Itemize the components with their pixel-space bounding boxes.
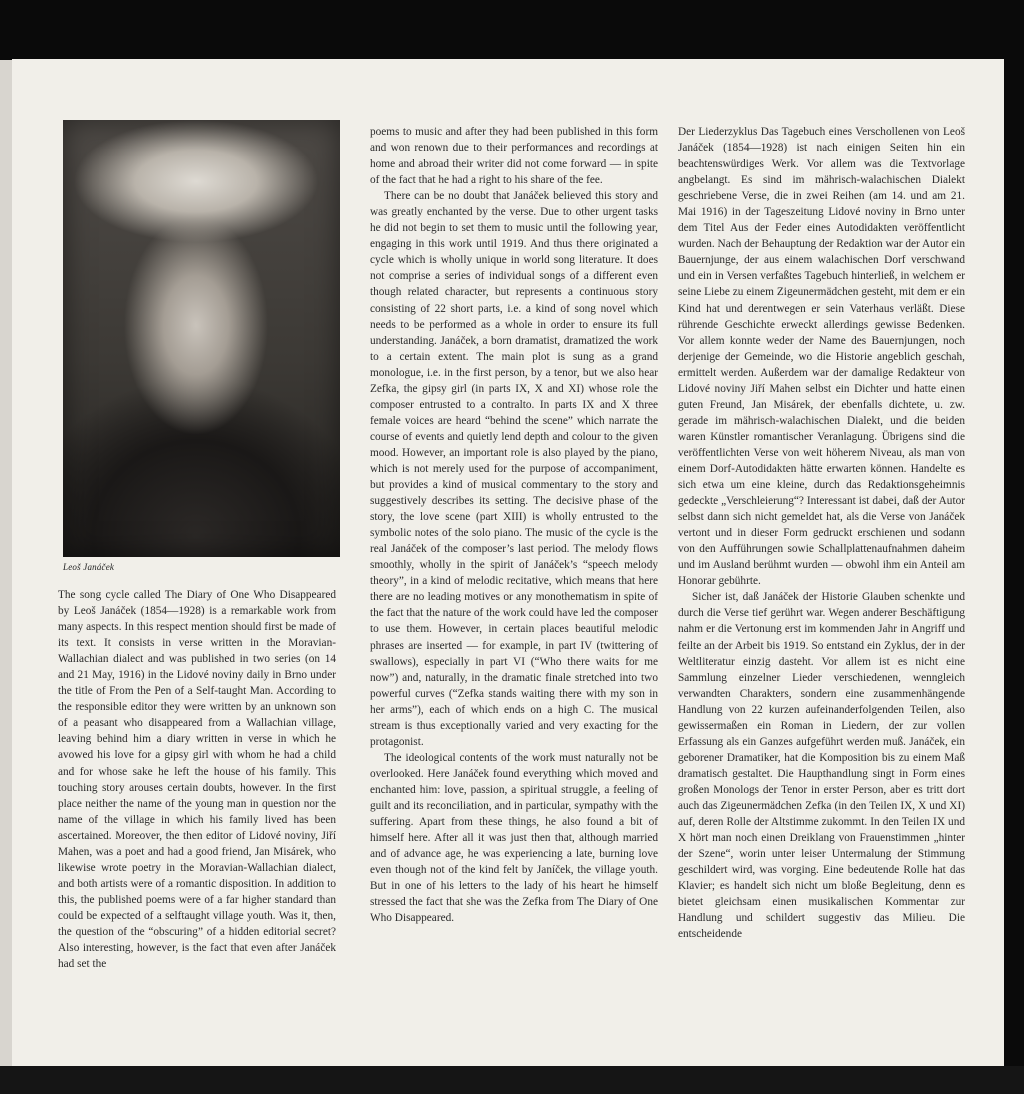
english-paragraph-2: There can be no doubt that Janáček believed this story and was greatly enchanted by the verse. Due to other urgent tasks he did not begin to set them to music until the following year, engaging in this work until 1919. And thus there originated a cycle which is wholly unique in world song literature. It does not comprise a series of individual songs of a different even though related character, but represents a continuous story consisting of 22 short parts, i.e. a kind of song novel which needs to be performed as a whole in order to ensure its full understanding. Janáček, a born dramatist, dramatized the work to a certain extent. The main plot is sung as a grand monologue, i.e. in the first person, by a tenor, but we also hear Zefka, the gipsy girl (in parts IX, X and XI) whose role the composer entrusted to a contralto. In parts IX and X three female voices are heard “behind the scene” which narrate the course of events and quietly lend depth and colour to the given mood. However, an important role is also played by the piano, which is not merely used for the purpose of accompaniment, but provides a kind of musical commentary to the story and suggestively describes its setting. The decisive phase of the story, the love scene (part XIII) is wholly entrusted to the symbolic notes of the solo piano. The music of the cycle is the real Janáček of the composer’s last period. The melody flows smoothly, wholly in the spirit of Janáček’s “speech melody theory”, in a kind of melodic recitative, which means that here there are no leading motives or any monothematism in spite of the fact that the nature of the work could have led the composer to use them. However, in certain places beautiful melodic phrases are inserted — for example, in part IV (twittering of swallows), especially in part VI (“Who there waits for me now”) and, naturally, in the dramatic finale stretched into two powerful curves (“Zefka stands waiting there with my son in her arms”), each of which ends on a high C. The musical stream is thus exceptionally varied and very exacting for the protagonist. [370, 190, 658, 748]
photo-caption: Leoš Janáček [63, 562, 115, 572]
english-paragraph-1: The song cycle called The Diary of One Who Disappeared by Leoš Janáček (1854—1928) is a remarkable work from many aspects. In this respect mention should first be made of its text. It consists in verse written in the Moravian-Wallachian dialect and was published in two series (on 14 and 21 May, 1916) in the Lidové noviny daily in Brno under the title of From the Pen of a Self-taught Man. According to the responsible editor they were written by an unknown son of a peasant who disappeared from a Wallachian village, leaving behind him a diary written in verse in which he avowed his love for a gipsy girl with whom he had a child and for whose sake he left the house of his family. This touching story arouses certain doubts, however. In the first place neither the name of the young man in question nor the name of the village in which his family lived has been ascertained. Moreover, the then editor of Lidové noviny, Jiří Mahen, was a poet and had a good friend, Jan Misárek, who likewise wrote poetry in the Moravian-Wallachian dialect, and both artists were of a romantic disposition. In addition to this, the published poems were of a far higher standard than could be expected of a selftaught village youth. Was it, then, the question of the “obscuring” of a hidden editorial secret? Also interesting, however, is the fact that even after Janáček had set the [58, 589, 336, 971]
german-paragraph-2: Sicher ist, daß Janáček der Historie Glauben schenkte und durch die Verse tief gerührt war. Wegen anderer Beschäftigung nahm er die Vertonung erst im kommenden Jahr in Angriff und feilte an der Arbeit bis 1919. So entstand ein Zyklus, der in der Weltliteratur einzig dasteht. Vor allem ist es nicht eine Sammlung einzelner Lieder verschiedenen, wenngleich verwandten Charakters, sondern eine zusammenhängende Handlung von 22 kurzen aufeinanderfolgenden Teilen, also gewissermaßen ein Roman in Liedern, der zur vollen Erfassung als ein Ganzes aufgeführt werden muß. Janáček, ein geborener Dramatiker, hat die Komposition bis zu einem Maß dramatisch gestaltet. Die Haupthandlung singt in Form eines großen Monologs der Tenor in erster Person, aber es tritt dort auch das Zigeunermädchen Zefka (in den Teilen IX, X und XI) auf, deren Rolle der Altstimme zukommt. In den Teilen IX und X hört man noch einen Dreiklang von Frauenstimmen „hinter der Szene“, worin unter leiser Untermalung der Stimmung geschildert wird, was vorging. Eine bedeutende Rolle hat das Klavier; es handelt sich nicht um bloße Begleitung, denn es bietet gleichsam einen musikalischen Kommentar zur Handlung und schildert suggestiv das Milieu. Die entscheidende [678, 591, 965, 941]
german-column [678, 124, 965, 942]
english-paragraph-3: The ideological contents of the work must naturally not be overlooked. Here Janáček found everything which moved and enchanted him: love, passion, a spiritual struggle, a feeling of guilt and its reconciliation, and in particular, sympathy with the suffering. Apart from these things, he also found a bit of himself here. After all it was just then that, although married and of advance age, he was experiencing a late, burning love even though not of the kind felt by Janíček, the village youth. But in one of his letters to the lady of his heart he himself stressed the fact that she was the Zefka from The Diary of One Who Disappeared. [370, 751, 658, 925]
german-paragraph-1: Der Liederzyklus Das Tagebuch eines Verschollenen von Leoš Janáček (1854—1928) ist nach einigen Seiten hin ein beachtenswürdiges Werk. Vor allem was die Textvorlage angbelangt. Es sind im mährisch-walachischen Dialekt geschriebene Verse, die in zwei Reihen (am 14. und am 21. Mai 1916) in der Tageszeitung Lidové noviny in Brno unter dem Titel Aus der Feder eines Autodidakten veröffentlicht wurden. Nach der Behauptung der Redaktion war der Autor ein Bauernjunge, der aus einem walachischen Dorf verschwand und ein in Versen verfaßtes Tagebuch hinterließ, in welchem er seine Liebe zu einem Zigeunermädchen gesteht, mit dem er ein Kind hat und derentwegen er sein Vaterhaus verläßt. Diese rührende Geschichte erweckt allerdings gewisse Bedenken. Vor allem konnte weder der Name des Bauernjungen, noch derjenige der Gemeinde, wo die Historie angeblich geschah, ermittelt werden. Außerdem war der damalige Redakteur von Lidové noviny Jiří Mahen selbst ein Dichter und hatte einen guten Freund, Jan Misárek, der ebenfalls dichtete, u. zw. gerade im mährisch-walachischen Dialekt, und die beiden waren Künstler romantischer Veranlagung. Übrigens sind die veröffentlichten Verse von weit höherem Niveau, als man von einem Dorf-Autodidakten hätte erwarten können. Handelte es sich etwa um eine kleine, durch das Redaktionsgeheimnis gedeckte „Verschleierung“? Interessant ist dabei, daß der Autor selbst dann sich nicht gemeldet hat, als die Verse von Janáček vertont und in dieser Form gedruckt erschienen und sodann von den Aufführungen sowie Schallplattenaufnahmen daheim und im Ausland berühmt wurden — obwohl ihm ein Anteil am Honorar gebührte. [678, 126, 965, 588]
english-column-2 [370, 124, 658, 926]
english-column-1 [58, 587, 336, 972]
background-strip [0, 1066, 1024, 1094]
english-paragraph-continued: poems to music and after they had been published in this form and won renown due to their performances and recordings at home and abroad their writer did not come forward — in spite of the fact that he had a right to his share of the fee. [370, 126, 658, 187]
portrait-photo [63, 120, 340, 557]
